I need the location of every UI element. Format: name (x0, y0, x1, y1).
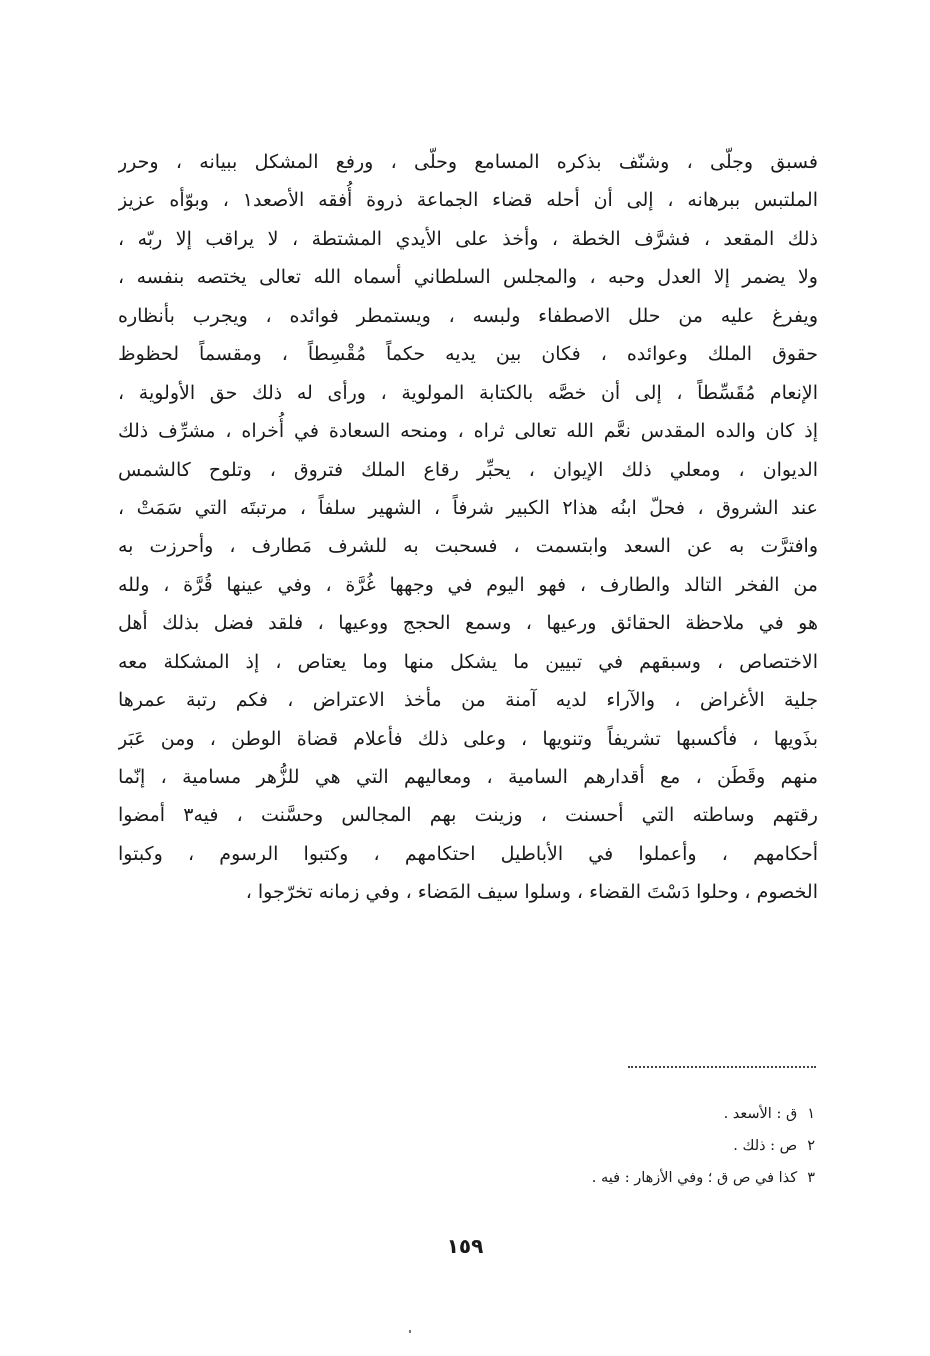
footnote-text: ص : ذلك . (733, 1138, 798, 1154)
text-line-3: ذلك المقعد ، فشرَّف الخطة ، وأخذ على الأيدي المشتطة ، لا يراقب إلا ربّه ، (118, 227, 818, 250)
text-line-18: رقتهم وساطته التي أحسنت ، وزينت بهم المجالس وحسَّنت ، فيه٣ أمضوا (118, 804, 818, 827)
text-line-12: من الفخر التالد والطارف ، فهو اليوم في وجهها غُرَّة ، وفي عينها قُرَّة ، ولله (118, 573, 818, 596)
footnote-number: ٣ (807, 1170, 815, 1186)
text-line-14: الاختصاص ، وسبقهم في تبيين ما يشكل منها وما يعتاص ، إذ المشكلة معه (118, 650, 818, 673)
text-line-13: هو في ملاحظة الحقائق ورعيها ، وسمع الحجج ووعيها ، فلقد فضل بذلك أهل (118, 612, 818, 635)
body-text (118, 143, 818, 912)
text-line-17: منهم وقَطَن ، مع أقدارهم السامية ، ومعاليهم التي هي للزُّهر مسامية ، إنّما (118, 766, 818, 788)
text-line-9: الديوان ، ومعلي ذلك الإيوان ، يحبِّر رقاع الملك فتروق ، وتلوح كالشمس (118, 458, 818, 481)
footnotes (300, 1098, 815, 1194)
text-line-8: إذ كان والده المقدس نعَّم الله تعالى ثراه ، ومنحه السعادة في أُخراه ، مشرِّف ذلك (118, 420, 818, 443)
footnote-text: كذا في ص ق ؛ وفي الأزهار : فيه . (591, 1170, 798, 1186)
text-line-1: فسبق وجلّى ، وشنّف بذكره المسامع وحلّى ، ورفع المشكل ببيانه ، وحرر (118, 151, 818, 173)
footnote-3 (300, 1162, 815, 1194)
text-line-15: جلية الأغراض ، والآراء لديه آمنة من مأخذ الاعتراض ، فكم رتبة عمرها (118, 689, 818, 712)
footnote-2 (300, 1130, 815, 1162)
text-line-19: أحكامهم ، وأعملوا في الأباطيل احتكامهم ، وكتبوا الرسوم ، وكبتوا (118, 842, 818, 865)
text-line-6: حقوق الملك وعوائده ، فكان بين يديه حكماً مُقْسِطاً ، ومقسماً لحظوظ (118, 343, 818, 366)
footnote-number: ١ (807, 1106, 815, 1122)
scan-speck (409, 1330, 411, 1333)
text-line-11: وافترَّت به عن السعد وابتسمت ، فسحبت به للشرف مَطارف ، وأحرزت به (118, 535, 818, 558)
footnote-1 (300, 1098, 815, 1130)
footnote-text: ق : الأسعد . (723, 1106, 798, 1122)
text-line-2: الملتبس ببرهانه ، إلى أن أحله قضاء الجماعة ذروة أُفقه الأصعد١ ، وبوّأه عزيز (118, 189, 818, 212)
text-line-5: ويفرغ عليه من حلل الاصطفاء ولبسه ، ويستمطر فوائده ، ويجرب بأنظاره (118, 304, 818, 327)
text-line-4: ولا يضمر إلا العدل وحبه ، والمجلس السلطاني أسماه الله تعالى يختصه بنفسه ، (118, 266, 818, 289)
text-line-16: بذَويها ، فأكسبها تشريفاً وتنويها ، وعلى ذلك فأعلام قضاة الوطن ، ومن عَبَر (118, 727, 818, 750)
text-line-7: الإنعام مُقَسِّطاً ، إلى أن خصَّه بالكتابة المولوية ، ورأى له ذلك حق الأولوية ، (118, 381, 818, 404)
footnote-number: ٢ (807, 1138, 815, 1154)
text-line-20: الخصوم ، وحلوا دَسْتَ القضاء ، وسلوا سيف المَضاء ، وفي زمانه تخرّجوا ، (245, 881, 818, 904)
page-number: ١٥٩ (446, 1234, 484, 1258)
footnote-separator (628, 1066, 816, 1068)
text-line-10: عند الشروق ، فحلّ ابنُه هذا٢ الكبير شرفاً ، الشهير سلفاً ، مرتبتَه التي سَمَتْ ، (118, 496, 818, 519)
